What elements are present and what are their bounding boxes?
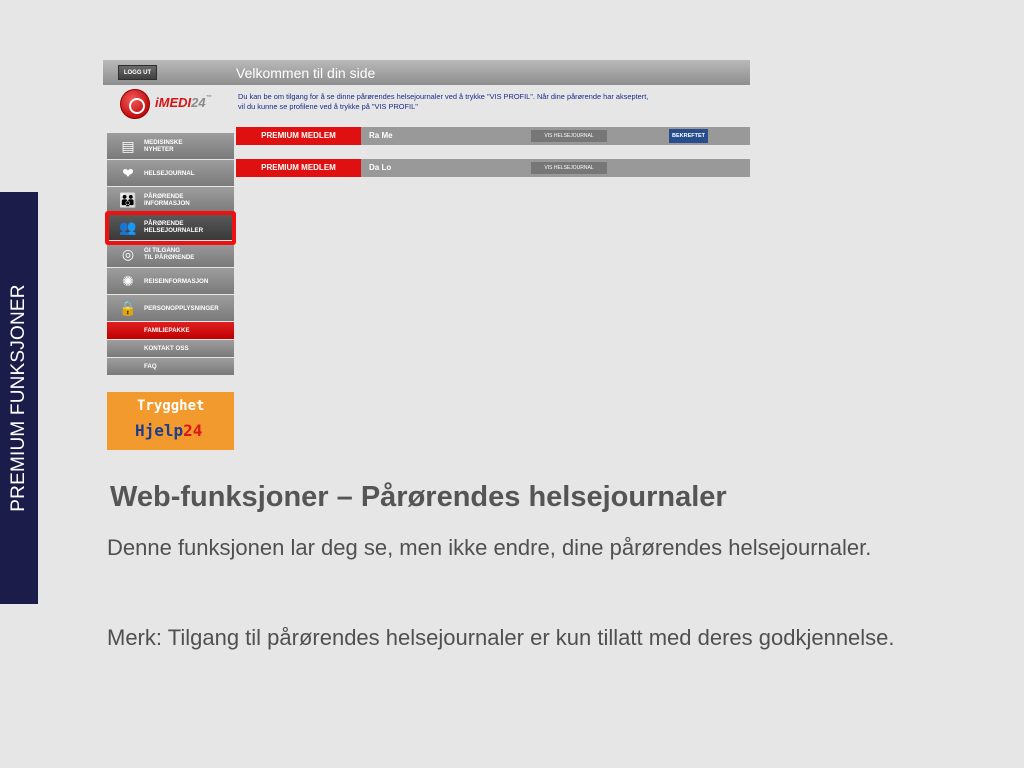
member-row xyxy=(236,159,750,177)
view-journal-button[interactable]: VIS HELSEJOURNAL xyxy=(531,130,607,142)
heart-hand-icon: ❤ xyxy=(122,165,134,181)
side-banner-text: PREMIUM FUNKSJONER xyxy=(8,284,29,512)
highlight-box xyxy=(105,211,236,245)
trygghet-hjelp24-logo[interactable] xyxy=(107,392,234,450)
sidebar-nav xyxy=(107,133,234,376)
intro-line-2: vil du kunne se profilene ved å trykke på "VIS PROFIL" xyxy=(238,102,418,111)
side-banner xyxy=(0,192,38,604)
welcome-title: Velkommen til din side xyxy=(236,65,376,81)
premium-badge: PREMIUM MEDLEM xyxy=(236,159,361,177)
embedded-screenshot xyxy=(103,60,750,450)
logo-text: iMEDI24™ xyxy=(155,95,212,110)
confirmed-badge: BEKREFTET xyxy=(669,129,708,143)
newspaper-icon: ▤ xyxy=(121,138,135,154)
member-row xyxy=(236,127,750,145)
people-icon: 👥 xyxy=(119,219,137,235)
intro-line-1: Du kan be om tilgang for å se dinne pårørendes helsejournaler ved å trykke "VIS PROFIL". Når dine pårørende har akseptert, xyxy=(238,92,649,101)
view-journal-button[interactable]: VIS HELSEJOURNAL xyxy=(531,162,607,174)
sidebar-item-grant-access[interactable]: ◎ GI TILGANG TIL PÅRØRENDE xyxy=(107,241,234,267)
member-name: Da Lo xyxy=(369,163,392,172)
sidebar-item-family-package[interactable]: FAMILIEPAKKE xyxy=(107,322,234,339)
lock-icon: 🔒 xyxy=(119,300,137,316)
sidebar-item-personal-info[interactable]: 🔒 PERSONOPPLYSNINGER xyxy=(107,295,234,321)
family-icon: 👪 xyxy=(119,192,137,208)
logout-button[interactable]: LOGG UT xyxy=(118,65,157,80)
hjelp24-text: Hjelp24 xyxy=(135,421,203,440)
slide-body-paragraph-2: Merk: Tilgang til pårørendes helsejournaler er kun tillatt med deres godkjennelse. xyxy=(107,625,895,650)
logo-mark-icon xyxy=(120,89,150,119)
imedi24-logo[interactable] xyxy=(120,87,220,119)
travel-icon: ✺ xyxy=(122,273,134,289)
intro-text xyxy=(238,92,748,112)
sidebar-item-relative-journals[interactable]: 👥 PÅRØRENDE HELSEJOURNALER xyxy=(107,214,234,240)
slide-title: Web-funksjoner – Pårørendes helsejournaler xyxy=(110,481,727,513)
sidebar-item-contact[interactable]: KONTAKT OSS xyxy=(107,340,234,357)
top-bar xyxy=(103,60,750,85)
sidebar-item-relative-info[interactable]: 👪 PÅRØRENDE INFORMASJON xyxy=(107,187,234,213)
premium-badge: PREMIUM MEDLEM xyxy=(236,127,361,145)
access-icon: ◎ xyxy=(121,246,135,262)
slide-body-paragraph-1: Denne funksjonen lar deg se, men ikke endre, dine pårørendes helsejournaler. xyxy=(107,535,872,560)
sidebar-item-health-journal[interactable]: ❤ HELSEJOURNAL xyxy=(107,160,234,186)
trygghet-text: Trygghet xyxy=(137,398,205,414)
sidebar-item-faq[interactable]: FAQ xyxy=(107,358,234,375)
sidebar-item-medical-news[interactable]: ▤ MEDISINSKE NYHETER xyxy=(107,133,234,159)
sidebar-item-travel-info[interactable]: ✺ REISEINFORMASJON xyxy=(107,268,234,294)
member-name: Ra Me xyxy=(369,131,393,140)
